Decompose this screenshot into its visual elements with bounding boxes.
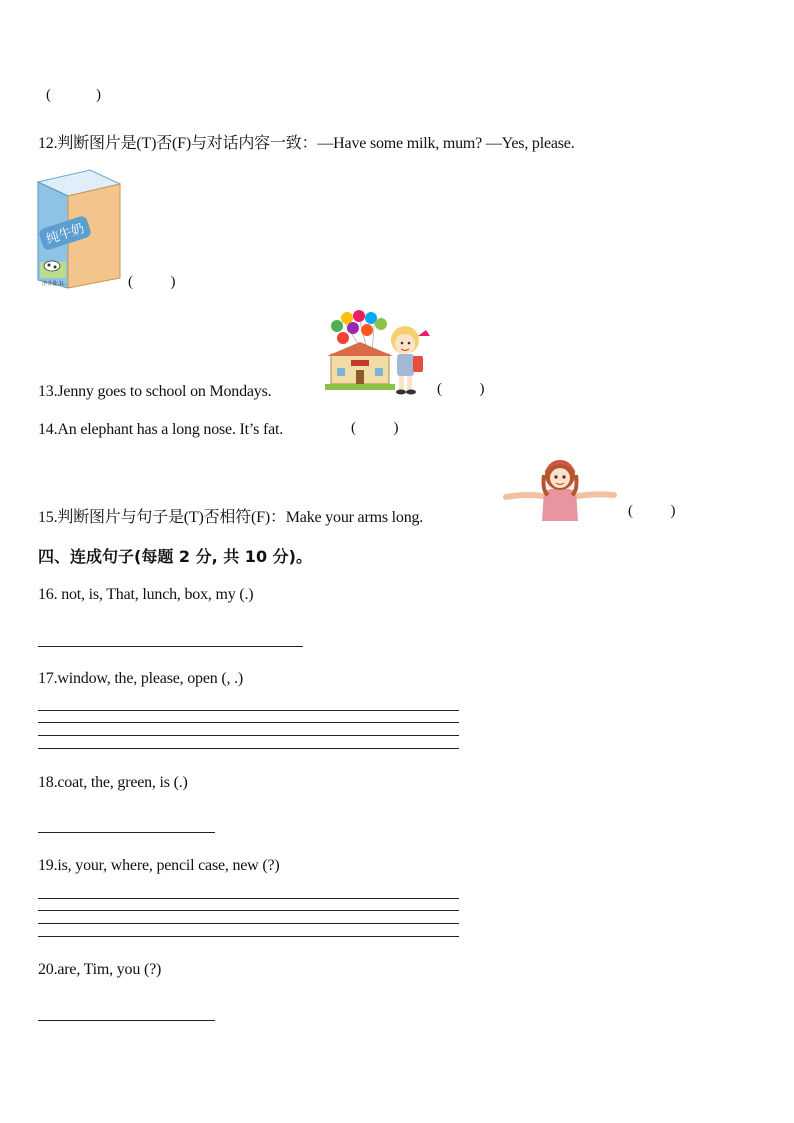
writing-line-q19-3[interactable]: [38, 923, 459, 924]
question-16: 16. not, is, That, lunch, box, my (.): [38, 586, 254, 603]
question-14: 14.An elephant has a long nose. It’s fat.: [38, 421, 284, 438]
writing-line-q19-1[interactable]: [38, 898, 459, 899]
question-19: 19.is, your, where, pencil case, new (?): [38, 857, 280, 874]
answer-parentheses-q14[interactable]: ( ): [351, 420, 399, 436]
milk-carton-volume: 净含量:1L: [42, 281, 65, 287]
question-12: 12.判断图片是(T)否(F)与对话内容一致：—Have some milk, mum? —Yes, please.: [38, 135, 575, 152]
writing-line-q19-2[interactable]: [38, 910, 459, 911]
writing-line-q17-2[interactable]: [38, 722, 459, 723]
writing-line-q17-3[interactable]: [38, 735, 459, 736]
answer-parentheses-q12[interactable]: ( ): [128, 274, 176, 290]
milk-carton-image: [36, 166, 122, 290]
answer-parentheses-q15[interactable]: ( ): [628, 503, 676, 519]
milk-carton-label: 纯牛奶: [44, 221, 87, 248]
girl-school-balloons-image: [325, 308, 433, 398]
question-17: 17.window, the, please, open (, .): [38, 670, 243, 687]
question-15: 15.判断图片与句子是(T)否相符(F)：Make your arms long.: [38, 509, 424, 526]
writing-line-q19-4[interactable]: [38, 936, 459, 937]
question-20: 20.are, Tim, you (?): [38, 961, 162, 978]
answer-parentheses-q13[interactable]: ( ): [437, 381, 485, 397]
answer-line-q16[interactable]: [38, 646, 303, 647]
writing-line-q17-1[interactable]: [38, 710, 459, 711]
answer-parentheses-q11[interactable]: ( ): [46, 87, 101, 103]
girl-arms-out-image: [500, 457, 620, 521]
answer-line-q18[interactable]: [38, 832, 215, 833]
question-13: 13.Jenny goes to school on Mondays.: [38, 383, 272, 400]
section-4-heading: 四、连成句子(每题 2 分, 共 10 分)。: [38, 547, 312, 566]
answer-line-q20[interactable]: [38, 1020, 215, 1021]
writing-line-q17-4[interactable]: [38, 748, 459, 749]
question-18: 18.coat, the, green, is (.): [38, 774, 188, 791]
